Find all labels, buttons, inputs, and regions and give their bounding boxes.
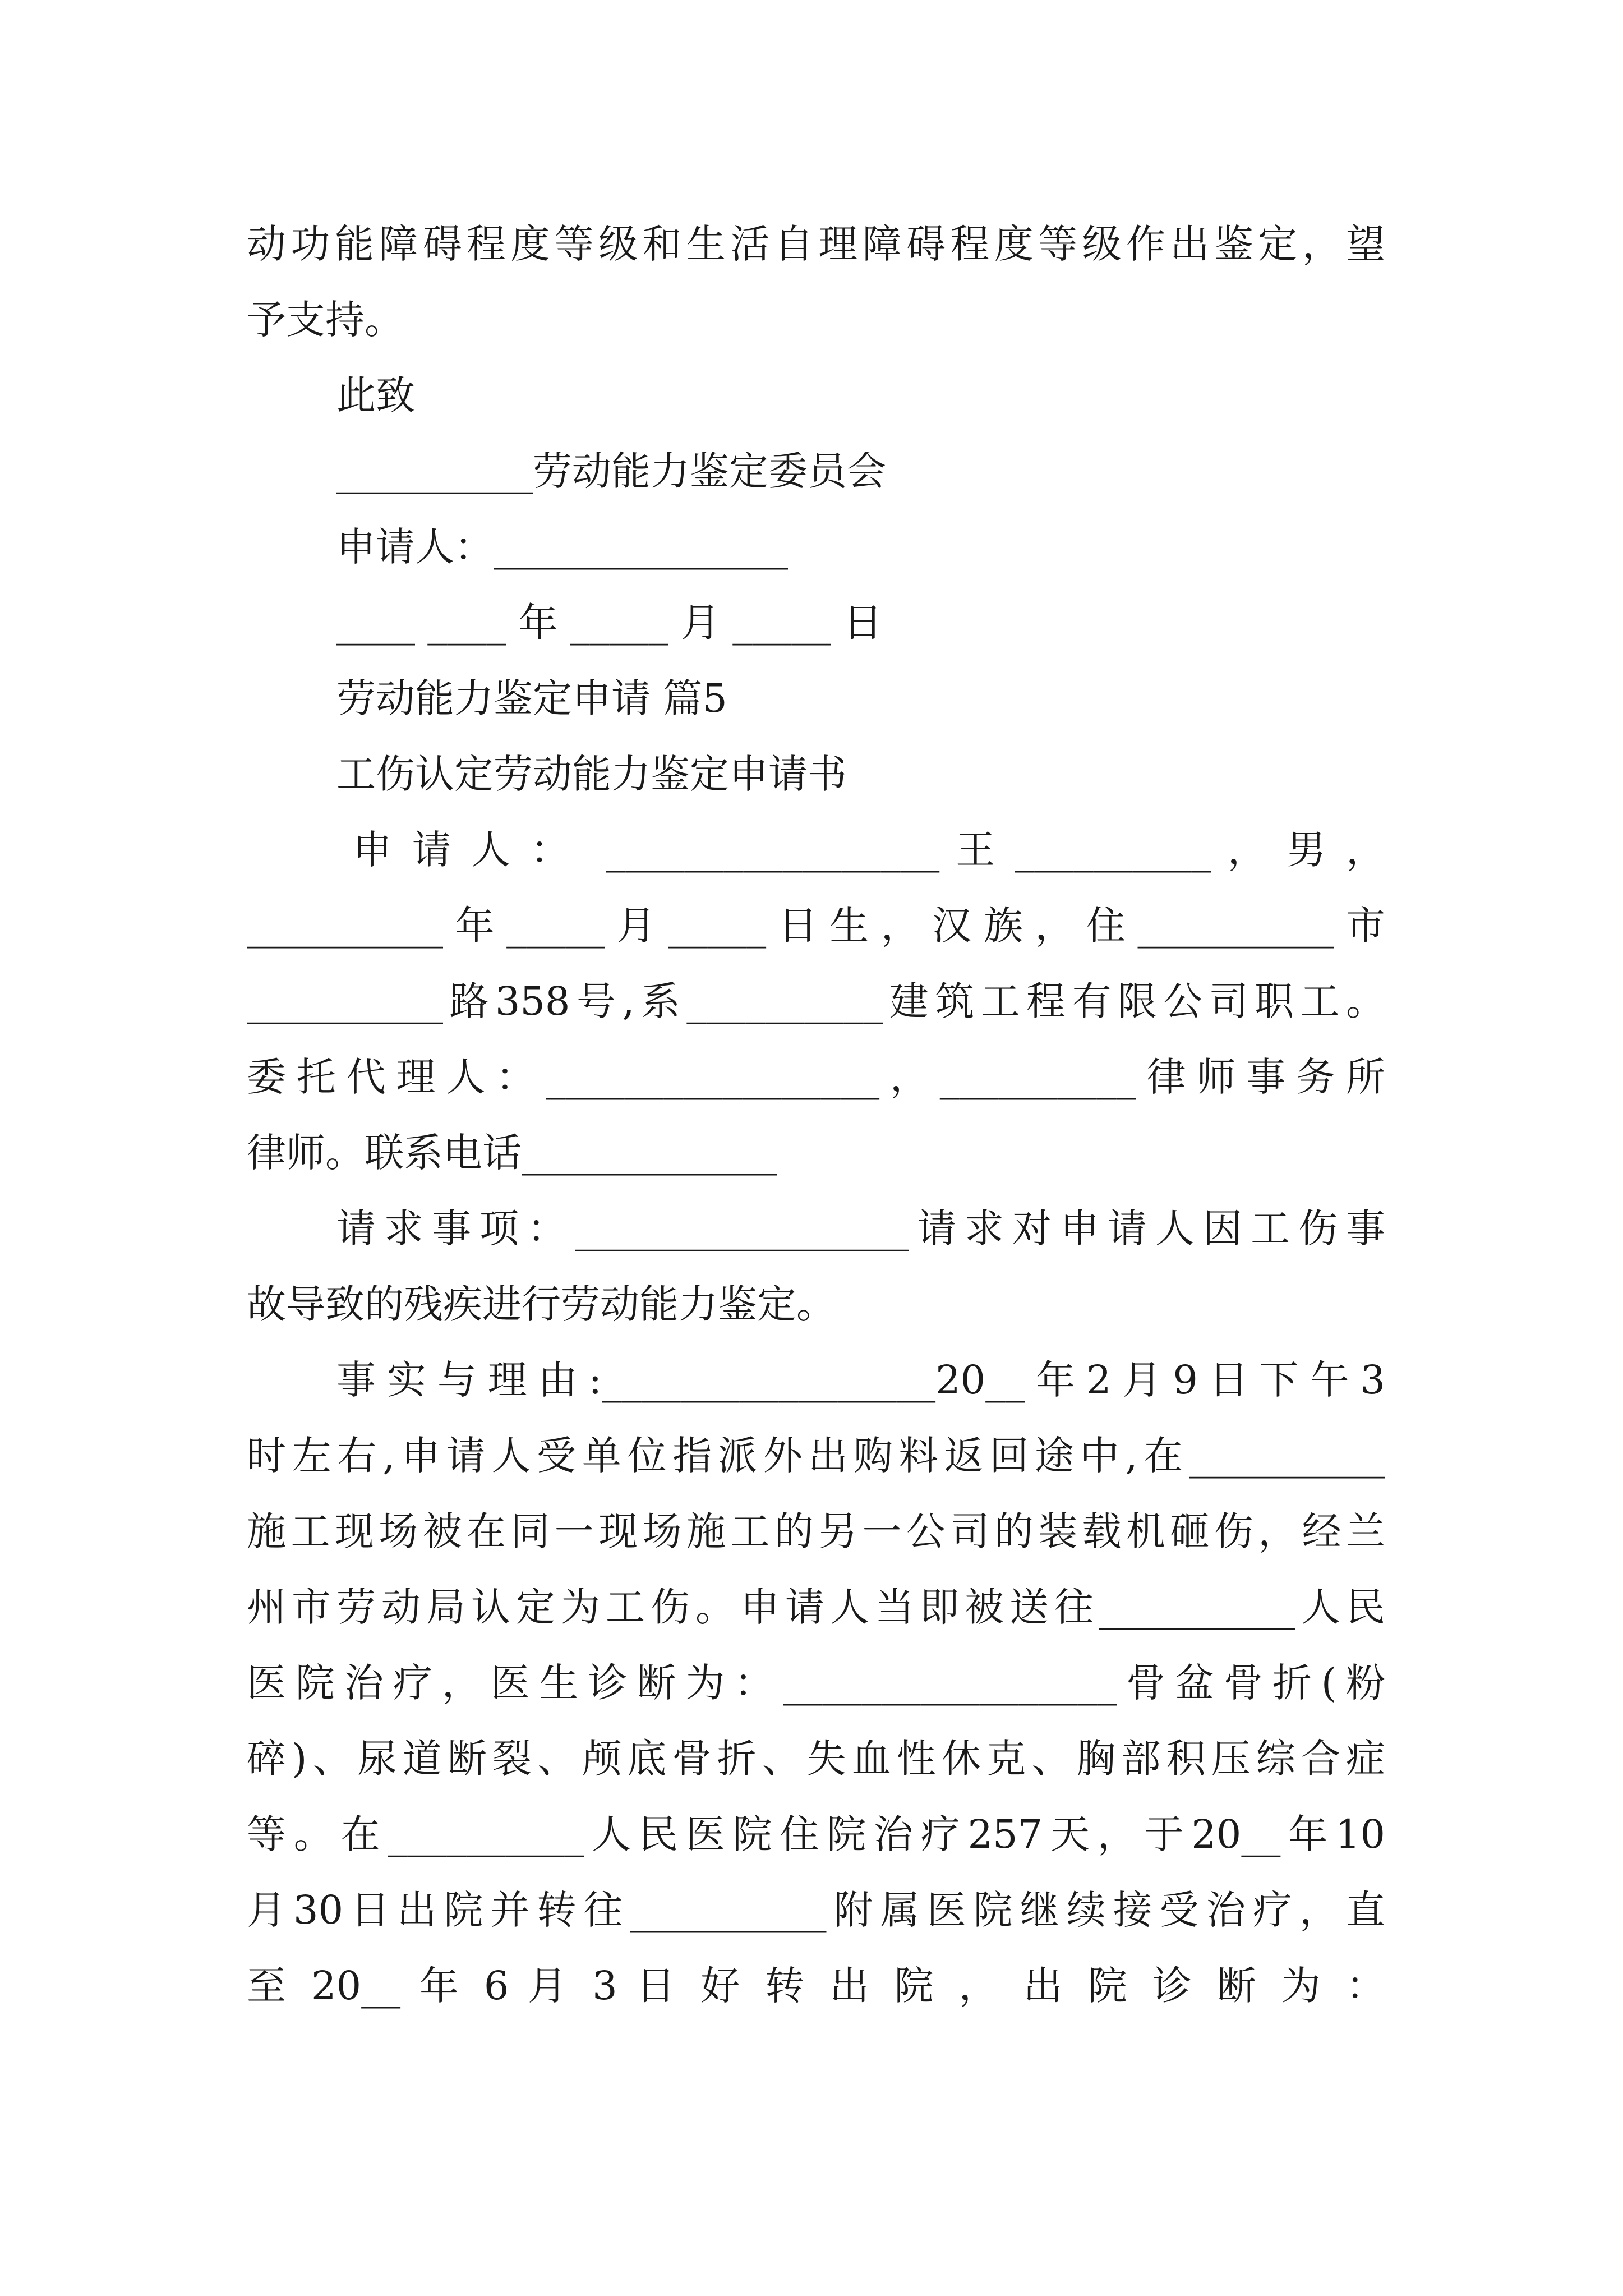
section-title: 劳动能力鉴定申请 篇5 — [336, 675, 727, 721]
text-line: 施工现场被在同一现场施工的另一公司的装载机砸伤，经兰 — [247, 1508, 1385, 1554]
text-line: 故导致的残疾进行劳动能力鉴定。 — [247, 1281, 836, 1327]
text-line: 等。在__________人民医院住院治疗257天，于20__年10 — [247, 1811, 1385, 1857]
text-line: 动功能障碍程度等级和生活自理障碍程度等级作出鉴定，望 — [247, 221, 1385, 267]
text-line: 予支持。 — [247, 297, 404, 343]
text-line: 委托代理人：_________________，__________律师事务所 — [247, 1054, 1385, 1100]
text-line: 请求事项：_________________请求对申请人因工伤事 — [336, 1205, 1385, 1251]
text-line: __________路358号,系__________建筑工程有限公司职工。 — [247, 978, 1385, 1024]
text-line: 州市劳动局认定为工伤。申请人当即被送往__________人民 — [247, 1584, 1385, 1630]
text-line: 事实与理由:_________________20__年2月9日下午3 — [336, 1357, 1385, 1403]
text-line: 律师。联系电话_____________ — [247, 1130, 777, 1176]
salutation: 此致 — [336, 372, 415, 418]
text-line: 申 请 人 ： _________________ 王 __________ ， 男 ， — [336, 827, 1385, 873]
text-line: 碎)、尿道断裂、颅底骨折、失血性休克、胸部积压综合症 — [247, 1736, 1385, 1782]
applicant-signature-line: 申请人：_______________ — [336, 524, 788, 570]
date-line: ____ ____ 年 _____ 月 _____ 日 — [336, 600, 883, 646]
recipient-line: __________劳动能力鉴定委员会 — [336, 448, 886, 494]
text-line: 月30日出院并转往__________附属医院继续接受治疗，直 — [247, 1887, 1385, 1933]
text-line: 时左右,申请人受单位指派外出购料返回途中,在__________ — [247, 1433, 1385, 1479]
text-line: __________年_____月_____日生，汉族，住__________市 — [247, 903, 1385, 949]
document-title: 工伤认定劳动能力鉴定申请书 — [336, 751, 847, 797]
text-line: 医院治疗，医生诊断为：_________________骨盆骨折(粉 — [247, 1660, 1385, 1706]
text-line: 至 20__ 年 6 月 3 日 好 转 出 院 ， 出 院 诊 断 为 ： — [247, 1963, 1385, 2009]
